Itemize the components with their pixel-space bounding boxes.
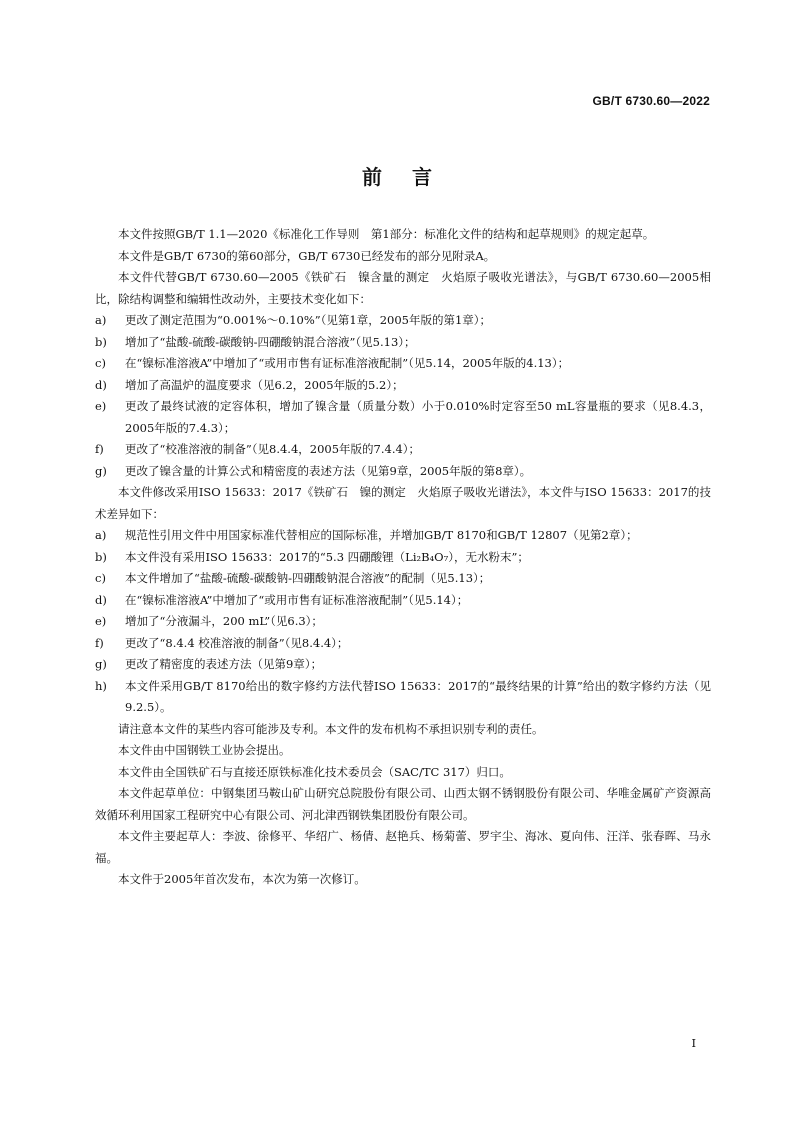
list-item-text: 更改了最终试液的定容体积，增加了镍含量（质量分数）小于0.010%时定容至50 mL容量瓶的要求（见8.4.3，2005年版的7.4.3）； [125, 399, 711, 435]
list-item [95, 310, 711, 332]
page-number: I [691, 1036, 696, 1050]
paragraph: 本文件由全国铁矿石与直接还原铁标准化技术委员会（SAC/TC 317）归口。 [118, 764, 511, 779]
list-item-label: a) [95, 313, 107, 327]
list-item [95, 611, 711, 633]
list-item-label: h) [95, 678, 107, 693]
list-item-text: 更改了“8.4.4 校准溶液的制备”（见8.4.4）； [125, 635, 349, 650]
list-item-label: d) [95, 377, 107, 392]
list-item [95, 332, 711, 354]
list-item [95, 654, 711, 676]
paragraph: 本文件按照GB/T 1.1—2020《标准化工作导则 第1部分：标准化文件的结构和起草规则》的规定起草。 [118, 227, 655, 241]
list-item-text: 更改了测定范围为“0.001%～0.10%”（见第1章，2005年版的第1章）； [125, 313, 492, 327]
list-item-text: 本文件采用GB/T 8170给出的数字修约方法代替ISO 15633：2017的“最终结果的计算”给出的数字修约方法（见9.2.5）。 [125, 678, 711, 714]
paragraph: 本文件代替GB/T 6730.60—2005《铁矿石 镍含量的测定 火焰原子吸收光谱法》，与GB/T 6730.60—2005相比，除结构调整和编辑性改动外，主要技术变化如下： [95, 270, 711, 306]
list-item-text: 规范性引用文件中用国家标准代替相应的国际标准，并增加GB/T 8170和GB/T 12807（见第2章）； [125, 528, 638, 542]
paragraph: 本文件是GB/T 6730的第60部分，GB/T 6730已经发布的部分见附录A。 [118, 248, 496, 263]
paragraph: 请注意本文件的某些内容可能涉及专利。本文件的发布机构不承担识别专利的责任。 [118, 721, 544, 736]
page-title: 前言 [362, 165, 462, 189]
list-item [95, 375, 711, 397]
standard-code: GB/T 6730.60—2022 [592, 94, 710, 108]
list-item-label: g) [95, 657, 107, 671]
list-item-text: 更改了镍含量的计算公式和精密度的表述方法（见第9章，2005年版的第8章）。 [125, 463, 532, 478]
list-item-text: 本文件增加了“盐酸-硫酸-碳酸钠-四硼酸钠混合溶液”的配制（见5.13）； [125, 571, 491, 585]
list-item-label: g) [95, 463, 107, 478]
list-item-label: d) [95, 592, 107, 607]
list-item [95, 633, 711, 655]
paragraph: 本文件由中国钢铁工业协会提出。 [118, 743, 291, 757]
list-item-label: a) [95, 528, 107, 542]
foreword-body [95, 224, 711, 891]
list-item-label: e) [95, 399, 107, 413]
list-item-text: 在“镍标准溶液A”中增加了“或用市售有证标准溶液配制”（见5.14，2005年版的4.13）； [125, 356, 570, 370]
paragraph: 本文件修改采用ISO 15633：2017《铁矿石 镍的测定 火焰原子吸收光谱法》，本文件与ISO 15633：2017的技术差异如下： [95, 485, 711, 521]
list-item [95, 547, 711, 569]
list-item [95, 525, 711, 547]
list-item-text: 增加了“盐酸-硫酸-碳酸钠-四硼酸钠混合溶液”（见5.13）； [125, 334, 416, 349]
list-item-label: f) [95, 442, 104, 456]
list-item-label: e) [95, 614, 107, 628]
list-item [95, 396, 711, 439]
list-item-text: 增加了高温炉的温度要求（见6.2，2005年版的5.2）； [125, 377, 404, 392]
list-item-label: c) [95, 356, 106, 370]
list-item-text: 更改了“校准溶液的制备”（见8.4.4，2005年版的7.4.4）； [125, 442, 421, 456]
list-item-label: b) [95, 549, 107, 564]
differences-list [95, 525, 711, 719]
list-item-label: b) [95, 334, 107, 349]
paragraph: 本文件起草单位：中钢集团马鞍山矿山研究总院股份有限公司、山西太钢不锈钢股份有限公司、华唯金属矿产资源高效循环利用国家工程研究中心有限公司、河北津西钢铁集团股份有限公司。 [95, 786, 711, 822]
list-item [95, 461, 711, 483]
list-item-label: f) [95, 635, 104, 650]
list-item-label: c) [95, 571, 106, 585]
list-item-text: 增加了“分液漏斗，200 mL”（见6.3）； [125, 614, 323, 628]
list-item-text: 在“镍标准溶液A”中增加了“或用市售有证标准溶液配制”（见5.14）； [125, 592, 469, 607]
list-item-text: 本文件没有采用ISO 15633：2017的“5.3 四硼酸锂（Li₂B₄O₇），无水粉末”； [125, 549, 529, 564]
paragraph: 本文件主要起草人：李波、徐修平、华绍广、杨倩、赵艳兵、杨菊蕾、罗宇尘、海冰、夏向伟、汪洋、张春晖、马永福。 [95, 829, 711, 865]
list-item [95, 439, 711, 461]
list-item [95, 568, 711, 590]
list-item [95, 676, 711, 719]
list-item-text: 更改了精密度的表述方法（见第9章）； [125, 657, 323, 671]
paragraph: 本文件于2005年首次发布，本次为第一次修订。 [118, 872, 366, 886]
changes-list [95, 310, 711, 482]
list-item [95, 353, 711, 375]
list-item [95, 590, 711, 612]
